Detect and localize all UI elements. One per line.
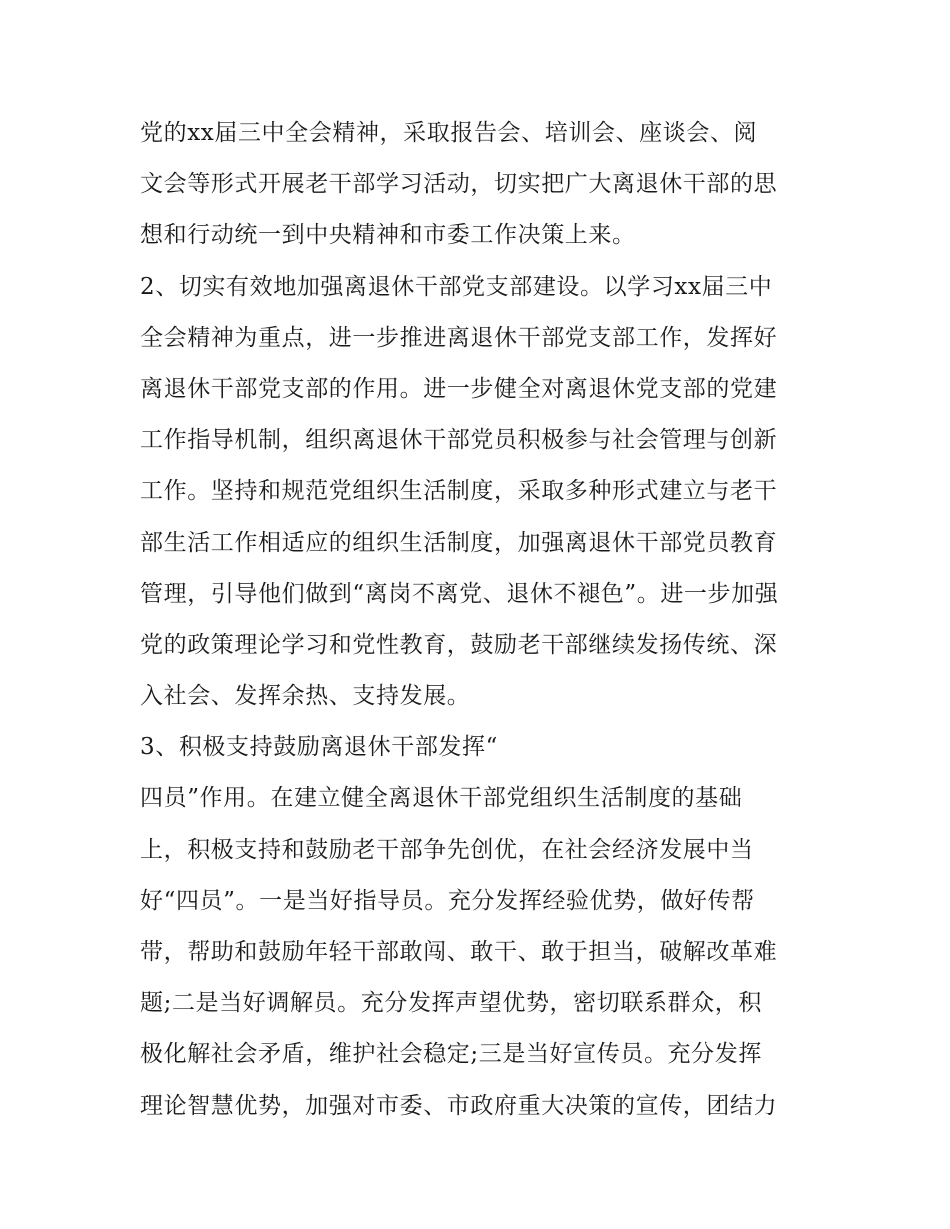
text-line: 2、切实有效地加强离退休干部党支部建设。以学习xx届三中 (140, 273, 773, 300)
text-line: 党的政策理论学习和党性教育，鼓励老干部继续发扬传统、深 (140, 631, 778, 658)
text-line: 好“四员”。一是当好指导员。充分发挥经验优势，做好传帮 (140, 887, 755, 914)
text-line: 全会精神为重点，进一步推进离退休干部党支部工作，发挥好 (140, 324, 778, 351)
text-line: 3、积极支持鼓励离退休干部发挥“ (140, 734, 498, 761)
text-line: 入社会、发挥余热、支持发展。 (140, 683, 471, 710)
text-line: 上，积极支持和鼓励老干部争先创优，在社会经济发展中当 (140, 836, 754, 863)
text-line: 部生活工作相适应的组织生活制度，加强离退休干部党员教育 (140, 529, 778, 556)
text-line: 文会等形式开展老干部学习活动，切实把广大离退休干部的思 (140, 171, 778, 198)
text-line: 四员”作用。在建立健全离退休干部党组织生活制度的基础 (140, 785, 743, 812)
text-line: 题;二是当好调解员。充分发挥声望优势，密切联系群众，积 (140, 990, 762, 1017)
text-line: 理论智慧优势，加强对市委、市政府重大决策的宣传，团结力 (140, 1092, 778, 1119)
body-text (140, 108, 830, 1132)
text-line: 极化解社会矛盾，维护社会稳定;三是当好宣传员。充分发挥 (140, 1041, 762, 1068)
text-line: 工作指导机制，组织离退休干部党员积极参与社会管理与创新 (140, 427, 778, 454)
text-line: 工作。坚持和规范党组织生活制度，采取多种形式建立与老干 (140, 478, 778, 505)
text-line: 离退休干部党支部的作用。进一步健全对离退休党支部的党建 (140, 375, 778, 402)
text-line: 党的xx届三中全会精神，采取报告会、培训会、座谈会、阅 (140, 120, 758, 146)
text-line: 想和行动统一到中央精神和市委工作决策上来。 (140, 222, 636, 249)
text-line: 带，帮助和鼓励年轻干部敢闯、敢干、敢于担当，破解改革难 (140, 939, 778, 965)
text-line: 管理，引导他们做到“离岗不离党、退休不褪色”。进一步加强 (140, 580, 779, 607)
